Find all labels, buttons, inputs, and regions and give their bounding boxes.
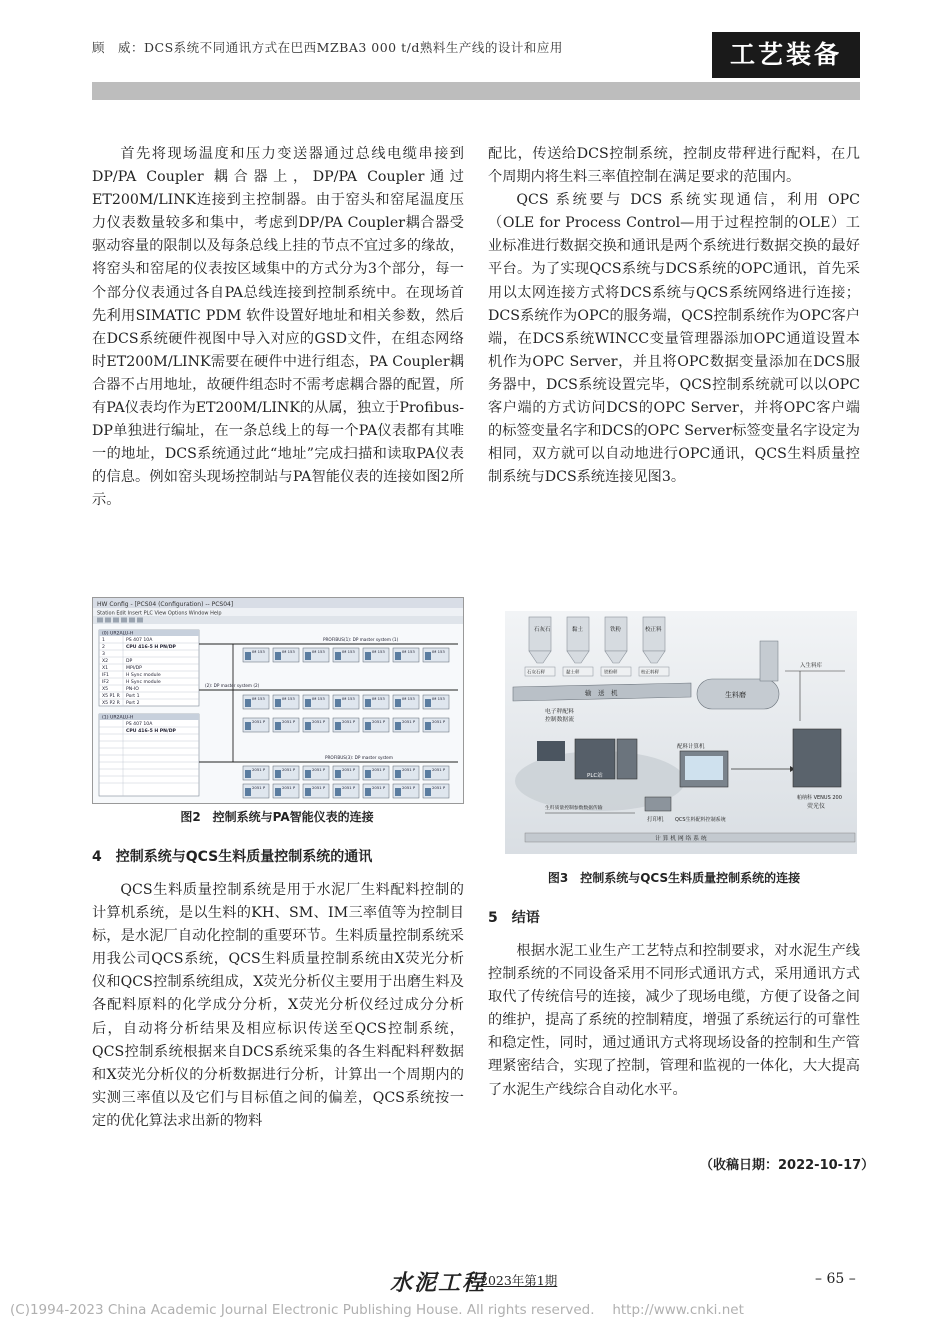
- fig2-device-icon: [395, 722, 401, 730]
- paragraph: 配比，传送给DCS控制系统，控制皮带秤进行配料，在几个周期内将生料三率值控制在满足要求的范围内。: [488, 146, 860, 186]
- fig2-slot: 2: [102, 645, 105, 650]
- fig2-window-title: HW Config - [PCS04 (Configuration) -- PCS04]: [97, 601, 234, 608]
- fig2-device-label: IM 153: [252, 696, 265, 701]
- fig2-device-label: 2051 P: [372, 785, 386, 790]
- fig2-device-label: 2051 P: [432, 719, 446, 724]
- received-date: （收稿日期：2022-10-17）: [700, 1158, 875, 1173]
- header-bar: [92, 82, 860, 100]
- fig3-feeder: 石灰石秤: [527, 670, 545, 676]
- fig3-analyzer-model: 帕纳科 VENUS 200: [797, 795, 842, 801]
- fig2-device-label: 2051 P: [312, 785, 326, 790]
- fig2-module: H Sync module: [126, 680, 161, 685]
- fig2-device-label: IM 153: [312, 649, 325, 654]
- fig2-device-label: 2051 P: [342, 719, 356, 724]
- fig2-device-icon: [275, 652, 281, 660]
- fig2-device-icon: [335, 699, 341, 707]
- fig2-bus2: (2): DP master system (2): [205, 683, 260, 688]
- fig3-qcs: QCS生料配料控制系统: [675, 817, 726, 823]
- figure-2-screenshot: [93, 598, 463, 803]
- fig2-device-icon: [395, 652, 401, 660]
- fig2-slot: 1: [102, 638, 105, 643]
- fig2-device-icon: [305, 770, 311, 778]
- fig2-device-label: IM 153: [402, 696, 415, 701]
- section-badge: 工艺装备: [712, 32, 860, 78]
- fig2-device-label: 2051 P: [282, 767, 296, 772]
- fig2-device-label: 2051 P: [312, 719, 326, 724]
- left-column-bottom: [92, 879, 464, 1133]
- fig2-device-label: 2051 P: [402, 785, 416, 790]
- paragraph: 根据水泥工业生产工艺特点和控制要求，对水泥生产线控制系统的不同设备采用不同形式通讯方式，采用通讯方式取代了传统信号的连接，减少了现场电缆，方便了设备之间的维护，提高了系统的控制精度，增强了系统运行的可靠性和稳定性，同时，通过通讯方式将现场设备的控制和生产管理紧密结合，实现了控制，管理和监视的一体化，大大提高了水泥生产线综合自动化水平。: [488, 943, 860, 1098]
- fig3-printer: 打印机: [647, 817, 664, 823]
- fig2-slot: IF1: [102, 673, 109, 678]
- fig2-device-icon: [335, 788, 341, 796]
- fig2-rack1-title: (0) UR2ALU-H: [102, 631, 134, 637]
- fig2-device-label: IM 153: [372, 649, 385, 654]
- fig2-slot: X1: [102, 666, 109, 671]
- fig2-module: PN-IO: [126, 687, 139, 692]
- fig2-module: PS 407 10A: [126, 638, 153, 643]
- section-4-heading: 4 控制系统与QCS生料质量控制系统的通讯: [92, 849, 373, 865]
- fig3-hopper-label: 黏土: [572, 627, 584, 633]
- figure-3: [505, 611, 857, 854]
- fig2-device-label: 2051 P: [402, 767, 416, 772]
- fig2-device-icon: [275, 770, 281, 778]
- fig3-feeder: 黏土秤: [566, 670, 580, 676]
- fig3-conveyor: 输 送 机: [585, 689, 618, 697]
- fig2-device-label: IM 153: [282, 649, 295, 654]
- fig2-device-icon: [335, 770, 341, 778]
- paragraph: 首先将现场温度和压力变送器通过总线电缆串接到DP/PA Coupler 耦合器上，DP/PA Coupler通过ET200M/LINK连接到主控制器。由于窑头和窑尾温度压力仪表数量较多和集中，考虑到DP/PA Coupler耦合器受驱动容量的限制以及每条总线上挂的节点不宜过多的缘故，将窑头和窑尾的仪表按区域集中的方式分为3个部分，每一个部分仪表通过各自PA总线连接到控制系统中。在现场首先利用SIMATIC PDM 软件设置好地址和相关参数，然后在DCS系统硬件视图中导入对应的GSD文件，在组态网络时ET200M/LINK需要在硬件中进行组态，PA Coupler耦合器不占用地址，故硬件组态时不需考虑耦合器的配置，所有PA仪表均作为ET200M/LINK的从属，独立于Profibus-DP单独进行编址，在一条总线上的每一个PA仪表都有其唯一的地址，DCS系统通过此“地址”完成扫描和读取PA仪表的信息。例如窑头现场控制站与PA智能仪表的连接如图2所示。: [92, 146, 464, 509]
- fig2-slot: 3: [102, 652, 105, 657]
- fig2-device-label: IM 153: [432, 696, 445, 701]
- fig2-device-label: 2051 P: [282, 719, 296, 724]
- fig2-device-label: IM 153: [372, 696, 385, 701]
- fig2-device-label: IM 153: [282, 696, 295, 701]
- fig2-device-icon: [245, 770, 251, 778]
- fig2-device-icon: [305, 722, 311, 730]
- fig3-hopper-label: 校正料: [645, 627, 662, 633]
- fig3-feeder: 校正料秤: [641, 670, 659, 676]
- fig2-device-icon: [275, 722, 281, 730]
- fig2-device-icon: [305, 652, 311, 660]
- fig2-device-icon: [245, 788, 251, 796]
- fig2-device-label: IM 153: [342, 696, 355, 701]
- fig2-device-label: 2051 P: [372, 767, 386, 772]
- fig2-device-label: 2051 P: [252, 719, 266, 724]
- fig2-module: H Sync module: [126, 673, 161, 678]
- fig2-device-icon: [395, 788, 401, 796]
- fig2-device-icon: [305, 788, 311, 796]
- fig2-device-icon: [425, 652, 431, 660]
- fig2-device-icon: [245, 722, 251, 730]
- fig2-device-icon: [365, 699, 371, 707]
- fig2-device-label: 2051 P: [372, 719, 386, 724]
- figure-3-diagram: [505, 611, 857, 854]
- left-column-top: [92, 143, 464, 513]
- fig3-hopper-label: 石灰石: [534, 627, 551, 633]
- page-number: – 65 –: [815, 1271, 856, 1287]
- fig3-sample-in: 入生料库: [800, 663, 823, 669]
- right-column-top: [488, 143, 860, 489]
- fig2-device-label: 2051 P: [312, 767, 326, 772]
- fig2-device-label: IM 153: [252, 649, 265, 654]
- fig2-device-icon: [395, 770, 401, 778]
- fig2-device-icon: [245, 652, 251, 660]
- fig2-device-icon: [305, 699, 311, 707]
- fig3-signal-1: 电子秤配料: [545, 709, 574, 715]
- fig2-slot: X5 P1 R: [102, 694, 120, 699]
- copyright-line: (C)1994-2023 China Academic Journal Electronic Publishing House. All rights reserved. http://www.cnki.net: [10, 1302, 744, 1318]
- fig2-device-icon: [395, 699, 401, 707]
- fig2-module: MPI/DP: [126, 666, 142, 671]
- fig2-device-icon: [365, 770, 371, 778]
- fig2-device-icon: [365, 788, 371, 796]
- fig2-module: DP: [126, 659, 133, 664]
- fig2-device-icon: [245, 699, 251, 707]
- fig2-device-icon: [275, 699, 281, 707]
- fig2-device-label: IM 153: [342, 649, 355, 654]
- fig2-device-label: IM 153: [312, 696, 325, 701]
- fig2-device-label: 2051 P: [342, 785, 356, 790]
- fig2-module: PS 407 10A: [126, 722, 153, 727]
- fig2-device-icon: [425, 770, 431, 778]
- journal-name: 水泥工程: [390, 1270, 487, 1296]
- fig3-analyzer: 荧光仪: [807, 803, 826, 810]
- fig2-device-icon: [365, 652, 371, 660]
- fig2-bus3: PROFIBUS(3): DP master system: [325, 755, 393, 760]
- fig3-signal-2: 控制数据流: [545, 717, 574, 723]
- fig2-module: CPU 416-5 H PN/DP: [126, 729, 176, 734]
- fig2-rack2-title: (1) UR2ALU-H: [102, 715, 134, 721]
- fig2-device-label: IM 153: [402, 649, 415, 654]
- fig2-device-label: 2051 P: [282, 785, 296, 790]
- fig2-device-label: 2051 P: [432, 767, 446, 772]
- fig2-menu: Station Edit Insert PLC View Options Window Help: [97, 610, 222, 617]
- conclusion: [488, 940, 860, 1102]
- fig2-device-icon: [425, 722, 431, 730]
- fig2-module: CPU 416-5 H PN/DP: [126, 645, 176, 650]
- fig2-slot: IF2: [102, 680, 109, 685]
- fig3-feeder: 铁粉秤: [604, 670, 618, 676]
- figure-3-caption: 图3 控制系统与QCS生料质量控制系统的连接: [547, 871, 801, 885]
- fig3-hopper-label: 铁粉: [610, 627, 622, 633]
- fig2-device-label: 2051 P: [432, 785, 446, 790]
- fig2-slot: X5: [102, 687, 109, 692]
- fig3-network: 计 算 机 网 络 系 统: [655, 836, 707, 842]
- figure-2: [92, 597, 464, 804]
- fig2-device-label: 2051 P: [252, 767, 266, 772]
- fig2-device-icon: [425, 788, 431, 796]
- fig2-device-label: 2051 P: [252, 785, 266, 790]
- section-5-heading: 5 结语: [488, 910, 540, 926]
- fig3-mill: 生料磨: [725, 691, 746, 699]
- fig2-device-label: 2051 P: [342, 767, 356, 772]
- fig3-plc: PLC站: [587, 773, 603, 779]
- journal-issue: 2023年第1期: [480, 1273, 558, 1288]
- fig2-device-label: IM 153: [432, 649, 445, 654]
- fig3-data-transfer: 生料质量控制参数数据传输: [545, 806, 603, 811]
- paragraph: QCS生料质量控制系统是用于水泥厂生料配料控制的计算机系统，是以生料的KH、SM、IM三率值等为控制目标，是水泥厂自动化控制的重要环节。生料质量控制系统采用我公司QCS系统，QCS生料质量控制系统由X荧光分析仪和QCS控制系统组成，X荧光分析仪主要用于出磨生料及各配料原料的化学成分分析，X荧光分析仪经过成分分析后，自动将分析结果及相应标识传送至QCS控制系统，QCS控制系统根据来自DCS系统采集的各生料配料秤数据和X荧光分析仪的分析数据进行分析，计算出一个周期内的实测三率值以及它们与目标值之间的偏差，QCS系统按一定的优化算法求出新的物料: [92, 882, 464, 1129]
- fig2-module: Port 1: [126, 694, 140, 699]
- fig2-device-label: 2051 P: [402, 719, 416, 724]
- fig2-device-icon: [275, 788, 281, 796]
- fig3-pc: 配料计算机: [677, 744, 705, 750]
- paragraph: QCS 系统要与 DCS 系统实现通信，利用 OPC（OLE for Process Control—用于过程控制的OLE）工业标准进行数据交换和通讯是两个系统进行数据交换的最好平台。为了实现QCS系统与DCS系统的OPC通讯，首先采用以太网连接方式将DCS系统与QCS系统网络进行连接；DCS系统作为OPC的服务端，QCS控制系统作为OPC客户端，在DCS系统WINCC变量管理器添加OPC通道设置本机作为OPC Server，并且将OPC数据变量添加在DCS服务器中，DCS系统设置完毕，QCS控制系统就可以以OPC客户端的方式访问DCS的OPC Server，并将OPC客户端的标签变量名字和DCS的OPC Server标签变量名字设定为相同，双方就可以自动地进行OPC通讯，QCS生料质量控制系统与DCS系统连接见图3。: [488, 192, 860, 486]
- fig2-module: Port 2: [126, 701, 140, 706]
- fig2-slot: X5 P2 R: [102, 701, 120, 706]
- fig2-device-icon: [335, 652, 341, 660]
- fig2-bus1: PROFIBUS(1): DP master system (1): [323, 637, 399, 642]
- fig2-device-icon: [365, 722, 371, 730]
- fig2-device-icon: [425, 699, 431, 707]
- running-title: 顾 威：DCS系统不同通讯方式在巴西MZBA3 000 t/d熟料生产线的设计和应用: [92, 40, 563, 55]
- figure-2-caption: 图2 控制系统与PA智能仪表的连接: [180, 810, 374, 824]
- fig2-device-icon: [335, 722, 341, 730]
- fig2-slot: X2: [102, 659, 109, 664]
